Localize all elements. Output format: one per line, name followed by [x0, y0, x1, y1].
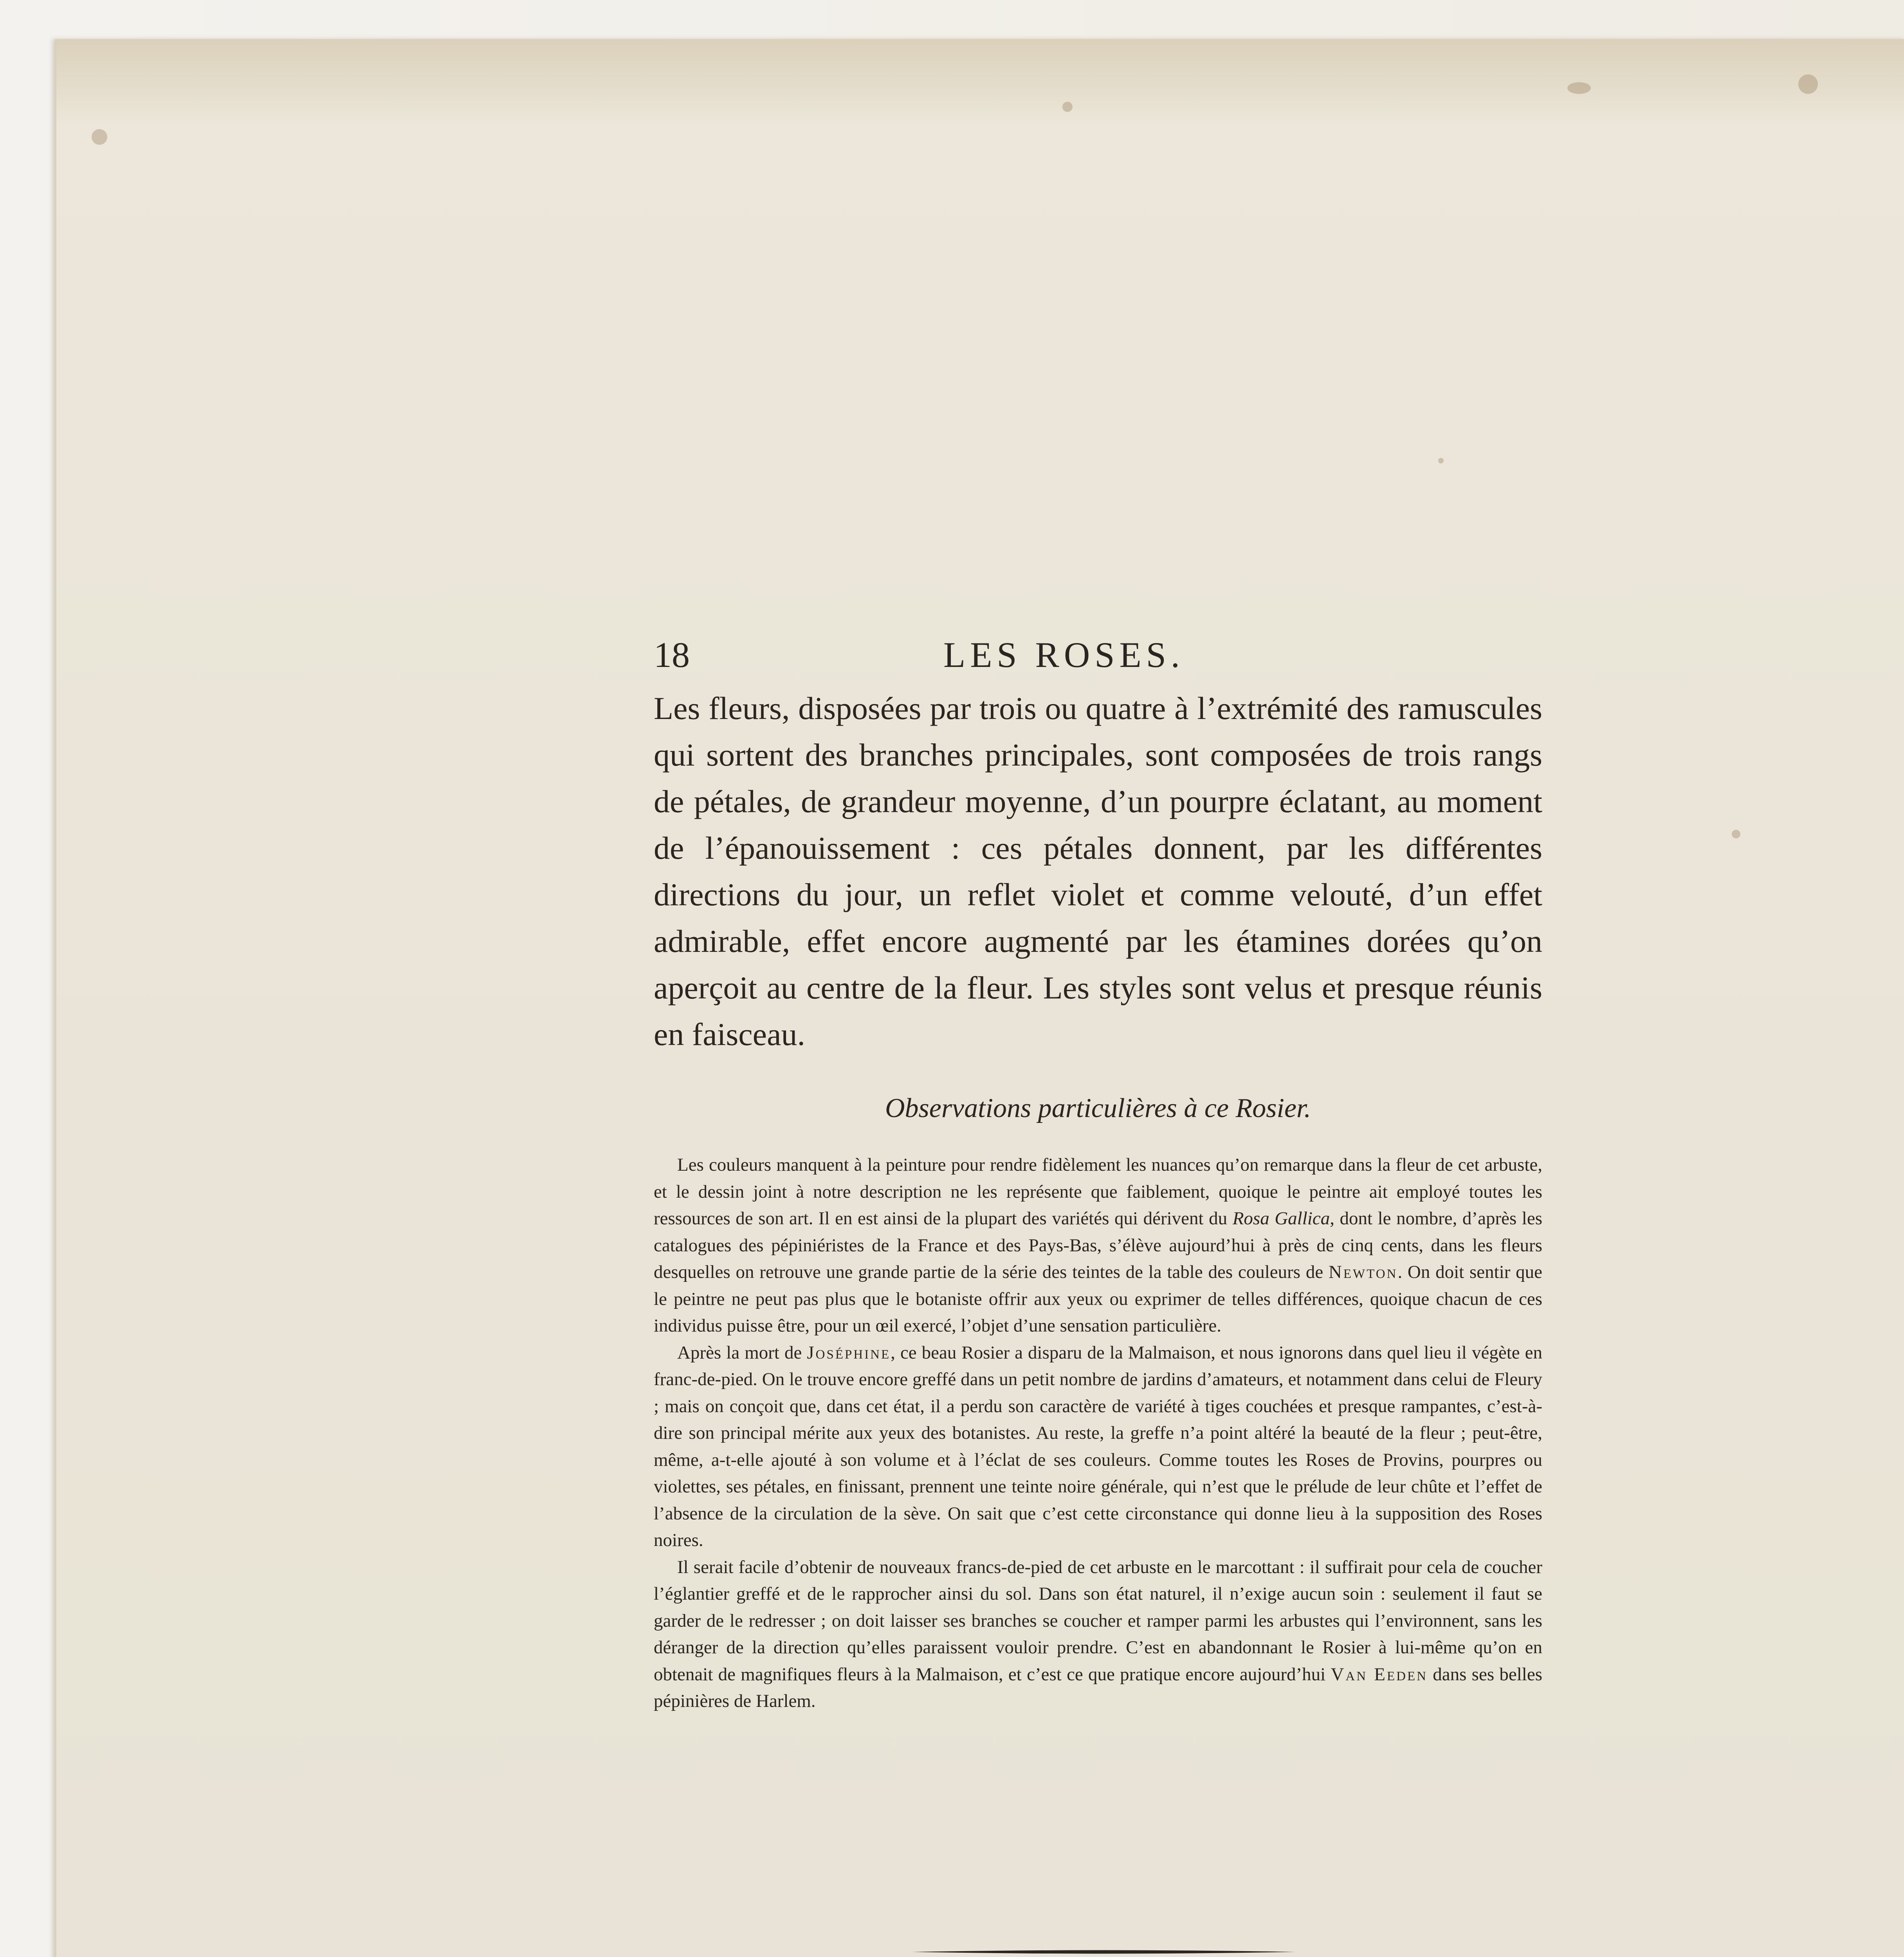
latin-name: Rosa Gallica: [1232, 1208, 1330, 1229]
observation-paragraph: [654, 1151, 1542, 1339]
foxing-spot: [1798, 74, 1818, 94]
foxing-spot: [1567, 82, 1591, 94]
page-number: 18: [654, 635, 690, 675]
person-name: Newton: [1328, 1262, 1398, 1282]
description-paragraph: Les fleurs, disposées par trois ou quatre à l’extrémité des ramuscules qui sortent des branches principales, sont composées de trois rangs de pétales, de grandeur moyenne, d’un pourpre éclatant, au moment de l’épanouissement : ces pétales donnent, par les différentes directions du jour, un reflet violet et comme velouté, d’un effet admirable, effet encore augmenté par les étamines dorées qu’on aperçoit au centre de la fleur. Les styles sont velus et presque réunis en faisceau.: [654, 690, 1542, 1052]
observation-text: , dont le nombre, d’après les catalogues des pépiniéristes de la France et des Pays-Bas, s’élève aujourd’hui à près de cinq cents, dans les fleurs desquelles on retrouve une grande partie de la série des teintes de la table des couleurs de: [654, 1208, 1542, 1282]
foxing-spot: [92, 129, 107, 145]
observation-text: , ce beau Rosier a disparu de la Malmaison, et nous ignorons dans quel lieu il végète en franc-de-pied. On le trouve encore greffé dans un petit nombre de jardins d’amateurs, et notamment dans celui de Fleury ; mais on conçoit que, dans cet état, il a perdu son caractère de variété à tiges couchées et presque rampantes, c’est-à-dire son principal mérite aux yeux des botanistes. Au reste, la greffe n’a point altéré la beauté de la fleur ; peut-être, même, a-t-elle ajouté à son volume et à l’éclat de ses couleurs. Comme toutes les Roses de Provins, pourpres ou violettes, ses pétales, en finissant, prennent une teinte noire générale, qui n’est que le prélude de leur chûte et l’effet de l’absence de la circulation de la sève. On sait que c’est cette circonstance qui donne lieu à la supposition des Roses noires.: [654, 1342, 1542, 1550]
observation-text: Les couleurs manquent à la peinture pour rendre fidèlement les nuances qu’on remarque dans la fleur de cet arbuste, et le dessin joint à notre description ne les représente que faiblement, quoique le peintre ait employé toutes les ressources de son art. Il en est ainsi de la plupart des variétés qui dérivent du: [654, 1155, 1542, 1229]
observation-text: . On doit sentir que le peintre ne peut pas plus que le botaniste offrir aux yeux ou exprimer de telles différences, quoique chacun de ces individus puisse être, pour un œil exercé, l’objet d’une sensation particulière.: [654, 1262, 1543, 1336]
observation-text: dans ses belles pépinières de Harlem.: [654, 1664, 1542, 1711]
page-header: [654, 634, 1542, 685]
observation-text: Il serait facile d’obtenir de nouveaux francs-de-pied de cet arbuste en le marcottant : il suffirait pour cela de coucher l’églantier greffé et de le rapprocher ainsi du sol. Dans son état naturel, il n’exige aucun soin : seulement il faut se garder de le redresser ; on doit laisser ses branches se coucher et ramper parmi les arbustes qui l’environnent, sans les déranger de la direction qu’elles paraissent vouloir prendre. C’est en abandonnant le Rosier à lui-même qu’on en obtenait de magnifiques fleurs à la Malmaison, et c’est ce que pratique encore aujourd’hui: [654, 1557, 1542, 1685]
observation-paragraph: [654, 1554, 1542, 1715]
person-name: Joséphine: [807, 1342, 891, 1363]
foxing-spot: [1062, 102, 1073, 112]
page-content: [654, 634, 1542, 1715]
foxing-spot: [1732, 830, 1740, 838]
observation-text: Après la mort de: [677, 1342, 807, 1363]
observation-paragraph: [654, 1339, 1542, 1554]
end-ornament-rule: [912, 1949, 1296, 1955]
section-title: Observations particulières à ce Rosier.: [885, 1093, 1311, 1123]
foxed-top-edge: [56, 39, 1904, 125]
person-name: Van Eeden: [1331, 1664, 1428, 1685]
running-title: LES ROSES.: [943, 635, 1185, 675]
foxing-spot: [1438, 458, 1444, 463]
